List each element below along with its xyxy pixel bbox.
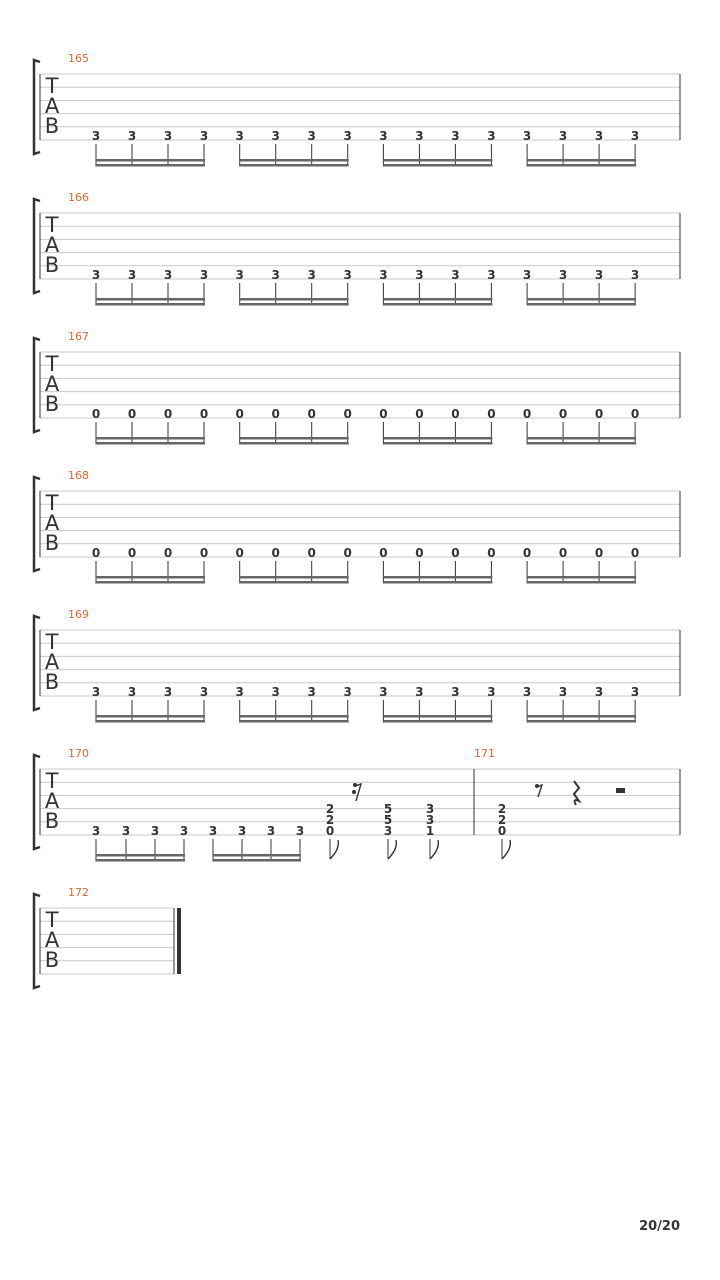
tab-clef-letter: B — [44, 114, 60, 138]
fret-number: 0 — [325, 824, 335, 838]
beam — [240, 720, 349, 723]
tab-clef-letter: B — [44, 809, 60, 833]
tab-clef-letter: A — [44, 789, 60, 813]
beam — [383, 159, 492, 162]
fret-number: 3 — [558, 268, 568, 282]
fret-number: 3 — [295, 824, 305, 838]
beam — [527, 576, 636, 579]
tab-system — [34, 747, 680, 862]
fret-number: 3 — [307, 268, 316, 282]
beam — [96, 164, 205, 167]
tab-clef-letter: A — [44, 928, 60, 952]
fret-number: 0 — [199, 407, 209, 421]
measure-number: 168 — [68, 469, 89, 482]
measure-number: 165 — [68, 52, 89, 65]
system-bracket — [34, 616, 40, 710]
fret-number: 0 — [594, 546, 604, 560]
fret-number: 3 — [199, 129, 209, 143]
system-bracket — [34, 338, 40, 432]
quarter-rest — [574, 781, 579, 805]
fret-number: 0 — [487, 546, 496, 560]
fret-number: 3 — [522, 129, 532, 143]
beam — [240, 437, 349, 440]
fret-number: 3 — [199, 268, 209, 282]
tab-clef-letter: A — [44, 233, 60, 257]
fret-number: 3 — [425, 802, 435, 816]
tab-system — [34, 469, 680, 584]
measure — [68, 608, 680, 723]
fret-number: 3 — [630, 685, 640, 699]
beam — [383, 576, 492, 579]
fret-number: 0 — [91, 546, 101, 560]
tab-clef-letter: B — [44, 948, 60, 972]
fret-number: 0 — [271, 407, 280, 421]
measure — [68, 330, 680, 445]
beam — [527, 298, 636, 301]
fret-number: 3 — [235, 685, 244, 699]
measure — [474, 747, 680, 859]
measure — [68, 747, 474, 862]
tab-system — [34, 886, 181, 988]
fret-number: 3 — [163, 129, 173, 143]
system-bracket — [34, 477, 40, 571]
fret-number: 3 — [343, 129, 352, 143]
beam — [527, 581, 636, 584]
system-bracket — [34, 199, 40, 293]
measure-number: 171 — [474, 747, 495, 760]
fret-number: 3 — [487, 685, 496, 699]
fret-number: 5 — [383, 813, 393, 827]
fret-number: 0 — [343, 407, 352, 421]
fret-number: 2 — [497, 813, 507, 827]
fret-number: 0 — [558, 546, 568, 560]
fret-number: 3 — [594, 268, 604, 282]
beam — [527, 164, 636, 167]
fret-number: 3 — [343, 268, 352, 282]
fret-number: 3 — [91, 685, 101, 699]
fret-number: 3 — [307, 129, 316, 143]
beam — [527, 159, 636, 162]
tab-system — [34, 191, 680, 306]
fret-number: 0 — [487, 407, 496, 421]
tab-clef-letter: A — [44, 94, 60, 118]
beam — [527, 437, 636, 440]
beam — [527, 442, 636, 445]
tab-clef-letter: B — [44, 392, 60, 416]
fret-number: 0 — [199, 546, 209, 560]
beam — [96, 303, 205, 306]
fret-number: 0 — [630, 546, 640, 560]
fret-number: 3 — [522, 685, 532, 699]
page-number: 20/20 — [639, 1219, 680, 1234]
system-bracket — [34, 894, 40, 988]
fret-number: 1 — [425, 824, 435, 838]
beam — [383, 164, 492, 167]
fret-number: 2 — [325, 802, 335, 816]
fret-number: 3 — [127, 268, 137, 282]
beam — [96, 442, 205, 445]
beam — [383, 720, 492, 723]
fret-number: 3 — [150, 824, 160, 838]
fret-number: 3 — [415, 268, 424, 282]
fret-number: 0 — [343, 546, 352, 560]
fret-number: 0 — [127, 546, 137, 560]
final-barline — [177, 908, 181, 974]
tab-system — [34, 52, 680, 167]
fret-number: 3 — [127, 685, 137, 699]
measure — [68, 52, 680, 167]
beam — [527, 715, 636, 718]
fret-number: 0 — [163, 407, 173, 421]
fret-number: 0 — [163, 546, 173, 560]
measure-number: 170 — [68, 747, 89, 760]
fret-number: 3 — [451, 129, 460, 143]
measure-number: 166 — [68, 191, 89, 204]
fret-number: 0 — [451, 407, 460, 421]
tab-clef-letter: B — [44, 531, 60, 555]
measure-number: 167 — [68, 330, 89, 343]
fret-number: 3 — [271, 129, 280, 143]
note-flag — [502, 840, 510, 859]
fret-number: 3 — [594, 129, 604, 143]
fret-number: 0 — [415, 546, 424, 560]
fret-number: 3 — [451, 685, 460, 699]
fret-number: 0 — [558, 407, 568, 421]
beam — [240, 442, 349, 445]
measure — [68, 469, 680, 584]
beam — [240, 576, 349, 579]
tab-clef-letter: B — [44, 253, 60, 277]
fret-number: 3 — [208, 824, 218, 838]
system-bracket — [34, 60, 40, 154]
beam — [96, 437, 205, 440]
fret-number: 2 — [497, 802, 507, 816]
sixteenth-rest — [352, 790, 356, 794]
beam — [240, 303, 349, 306]
tab-clef-letter: T — [45, 352, 59, 376]
beam — [383, 437, 492, 440]
beam — [96, 298, 205, 301]
fret-number: 0 — [235, 407, 244, 421]
fret-number: 3 — [343, 685, 352, 699]
beam — [383, 298, 492, 301]
tab-system — [34, 330, 680, 445]
fret-number: 0 — [379, 546, 388, 560]
fret-number: 3 — [163, 685, 173, 699]
beam — [383, 581, 492, 584]
fret-number: 3 — [237, 824, 247, 838]
systems — [34, 52, 680, 988]
tab-clef-letter: A — [44, 372, 60, 396]
fret-number: 3 — [487, 129, 496, 143]
fret-number: 5 — [383, 802, 393, 816]
fret-number: 0 — [594, 407, 604, 421]
fret-number: 3 — [307, 685, 316, 699]
note-flag — [330, 840, 338, 859]
fret-number: 3 — [235, 129, 244, 143]
fret-number: 3 — [91, 268, 101, 282]
fret-number: 3 — [179, 824, 189, 838]
fret-number: 0 — [127, 407, 137, 421]
beam — [96, 576, 205, 579]
beam — [240, 715, 349, 718]
beam — [213, 854, 301, 857]
fret-number: 0 — [379, 407, 388, 421]
beam — [240, 298, 349, 301]
fret-number: 0 — [451, 546, 460, 560]
system-bracket — [34, 755, 40, 849]
tab-clef-letter: T — [45, 769, 59, 793]
beam — [96, 854, 185, 857]
fret-number: 3 — [415, 129, 424, 143]
fret-number: 3 — [487, 268, 496, 282]
beam — [96, 581, 205, 584]
tab-clef-letter: A — [44, 650, 60, 674]
tab-clef-letter: T — [45, 491, 59, 515]
tab-clef-letter: T — [45, 213, 59, 237]
measure — [68, 191, 680, 306]
fret-number: 0 — [522, 546, 532, 560]
fret-number: 3 — [379, 129, 388, 143]
tab-clef-letter: B — [44, 670, 60, 694]
fret-number: 3 — [451, 268, 460, 282]
beam — [527, 303, 636, 306]
fret-number: 0 — [522, 407, 532, 421]
tab-clef-letter: T — [45, 630, 59, 654]
fret-number: 3 — [266, 824, 276, 838]
fret-number: 3 — [425, 813, 435, 827]
beam — [96, 859, 185, 862]
fret-number: 3 — [379, 685, 388, 699]
fret-number: 3 — [127, 129, 137, 143]
beam — [383, 715, 492, 718]
fret-number: 0 — [307, 546, 316, 560]
half-rest — [616, 788, 625, 793]
beam — [240, 159, 349, 162]
beam — [383, 442, 492, 445]
beam — [240, 581, 349, 584]
fret-number: 3 — [558, 685, 568, 699]
beam — [96, 159, 205, 162]
tab-clef-letter: A — [44, 511, 60, 535]
fret-number: 3 — [379, 268, 388, 282]
tab-clef-letter: T — [45, 74, 59, 98]
fret-number: 3 — [594, 685, 604, 699]
fret-number: 0 — [235, 546, 244, 560]
fret-number: 3 — [415, 685, 424, 699]
fret-number: 3 — [271, 268, 280, 282]
measure-number: 172 — [68, 886, 89, 899]
measure-number: 169 — [68, 608, 89, 621]
fret-number: 0 — [91, 407, 101, 421]
fret-number: 0 — [415, 407, 424, 421]
fret-number: 3 — [383, 824, 393, 838]
fret-number: 3 — [558, 129, 568, 143]
fret-number: 0 — [630, 407, 640, 421]
note-flag — [430, 840, 438, 859]
beam — [527, 720, 636, 723]
beam — [383, 303, 492, 306]
beam — [240, 164, 349, 167]
fret-number: 0 — [307, 407, 316, 421]
fret-number: 3 — [163, 268, 173, 282]
fret-number: 3 — [522, 268, 532, 282]
fret-number: 2 — [325, 813, 335, 827]
note-flag — [388, 840, 396, 859]
fret-number: 3 — [91, 824, 101, 838]
fret-number: 3 — [121, 824, 131, 838]
beam — [96, 720, 205, 723]
fret-number: 3 — [630, 268, 640, 282]
fret-number: 0 — [497, 824, 507, 838]
fret-number: 3 — [235, 268, 244, 282]
fret-number: 0 — [271, 546, 280, 560]
fret-number: 3 — [630, 129, 640, 143]
tab-clef-letter: T — [45, 908, 59, 932]
beam — [213, 859, 301, 862]
beam — [96, 715, 205, 718]
tab-system — [34, 608, 680, 723]
fret-number: 3 — [199, 685, 209, 699]
fret-number: 3 — [271, 685, 280, 699]
fret-number: 3 — [91, 129, 101, 143]
